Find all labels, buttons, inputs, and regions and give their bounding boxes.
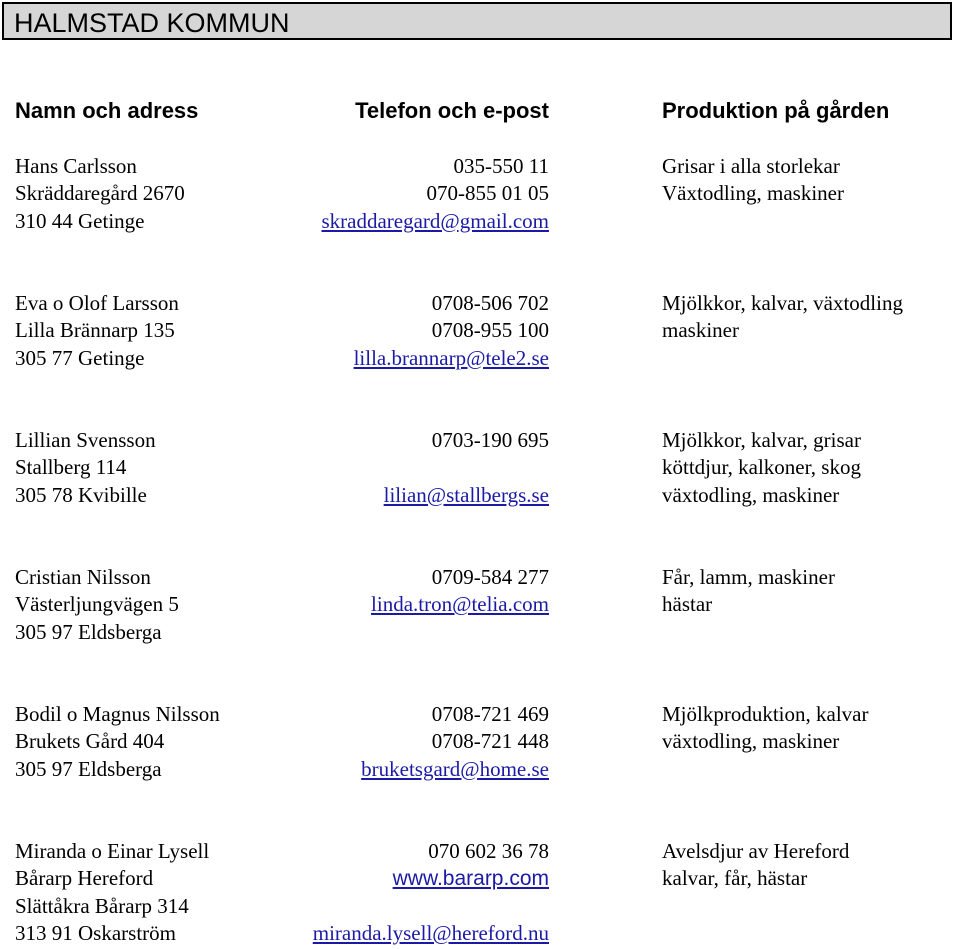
contact-line [354, 317, 549, 344]
contact-line [361, 728, 549, 755]
production-info [662, 701, 868, 756]
production-info [662, 838, 849, 893]
contact-line [321, 180, 549, 207]
production-info [662, 564, 835, 619]
email-link[interactable]: miranda.lysell@hereford.nu [312, 920, 549, 945]
address-line: Västerljungvägen 5 [15, 592, 179, 617]
address-line: Brukets Gård 404 [15, 729, 165, 754]
phone-number: 0703-190 695 [431, 428, 549, 452]
production-line: Mjölkkor, kalvar, växtodling [662, 291, 903, 315]
address-line: Slättåkra Bårarp 314 [15, 893, 189, 918]
address-line: 305 97 Eldsberga [15, 619, 162, 644]
contact-line [361, 756, 549, 783]
address-line: Skräddaregård 2670 [15, 181, 185, 206]
address-line: 313 91 Oskarström [15, 920, 176, 945]
email-link[interactable]: lilian@stallbergs.se [383, 482, 549, 507]
production-line: växtodling, maskiner [662, 482, 840, 507]
contact-line [321, 208, 549, 235]
production-line: kalvar, får, hästar [662, 866, 808, 891]
address-line: Bodil o Magnus Nilsson [15, 702, 220, 726]
production-line: Får, lamm, maskiner [662, 565, 835, 589]
email-link[interactable]: skraddaregard@gmail.com [321, 208, 549, 233]
production-line: Grisar i alla storlekar [662, 154, 840, 178]
phone-number: 0708-955 100 [431, 318, 549, 343]
contact-info [371, 564, 549, 619]
email-link[interactable]: bruketsgard@home.se [361, 756, 549, 781]
phone-number: 070 602 36 78 [428, 839, 549, 863]
contact-line [313, 838, 549, 865]
address-line: 305 77 Getinge [15, 345, 145, 370]
contact-info [321, 153, 549, 235]
header-contact: Telefon och e-post [355, 98, 549, 123]
contact-line [354, 345, 549, 372]
title-banner [2, 2, 952, 40]
name-address [15, 290, 179, 372]
contact-line [313, 865, 549, 892]
name-address [15, 701, 220, 783]
phone-number: 0708-721 448 [431, 729, 549, 754]
contact-info [313, 838, 549, 947]
contact-line [371, 564, 549, 591]
email-link[interactable]: lilla.brannarp@tele2.se [353, 345, 549, 370]
production-line: köttdjur, kalkoner, skog [662, 455, 861, 480]
phone-number: 0708-721 469 [431, 702, 549, 726]
production-line: växtodling, maskiner [662, 729, 840, 754]
production-line: Växtodling, maskiner [662, 181, 844, 206]
address-line: 305 97 Eldsberga [15, 756, 162, 781]
contact-line [321, 153, 549, 180]
contact-info [354, 290, 549, 372]
name-address [15, 838, 209, 947]
name-address [15, 427, 156, 509]
production-line: Avelsdjur av Hereford [662, 839, 850, 863]
contact-line [384, 454, 549, 481]
address-line: Eva o Olof Larsson [15, 291, 179, 315]
contact-line [384, 427, 549, 454]
website-link[interactable]: www.bararp.com [392, 867, 549, 891]
phone-number: 070-855 01 05 [426, 181, 549, 206]
contact-line [313, 893, 549, 920]
address-line: 305 78 Kvibille [15, 482, 147, 507]
phone-number: 0708-506 702 [431, 291, 549, 315]
production-line: Mjölkkor, kalvar, grisar [662, 428, 861, 452]
address-line: Lillian Svensson [15, 428, 156, 452]
address-line: Miranda o Einar Lysell [15, 839, 210, 863]
contact-line [384, 482, 549, 509]
header-name: Namn och adress [15, 98, 199, 123]
address-line: Cristian Nilsson [15, 565, 151, 589]
production-info [662, 290, 903, 345]
phone-number: 035-550 11 [453, 154, 549, 178]
address-line: Stallberg 114 [15, 455, 127, 480]
address-line: Lilla Brännarp 135 [15, 318, 175, 343]
name-address [15, 564, 179, 646]
production-line: Mjölkproduktion, kalvar [662, 702, 869, 726]
address-line: Hans Carlsson [15, 154, 137, 178]
address-line: 310 44 Getinge [15, 208, 145, 233]
contact-info [384, 427, 549, 509]
contact-line [313, 920, 549, 947]
banner-title: HALMSTAD KOMMUN [14, 8, 290, 38]
address-line: Bårarp Hereford [15, 866, 154, 891]
contact-line [354, 290, 549, 317]
email-link[interactable]: linda.tron@telia.com [371, 592, 549, 617]
production-line: hästar [662, 592, 713, 617]
phone-number: 0709-584 277 [431, 565, 549, 589]
name-address [15, 153, 185, 235]
production-info [662, 427, 861, 509]
header-production: Produktion på gården [662, 98, 890, 123]
production-line: maskiner [662, 318, 739, 343]
contact-line [371, 591, 549, 618]
contact-info [361, 701, 549, 783]
production-info [662, 153, 844, 208]
contact-line [361, 701, 549, 728]
